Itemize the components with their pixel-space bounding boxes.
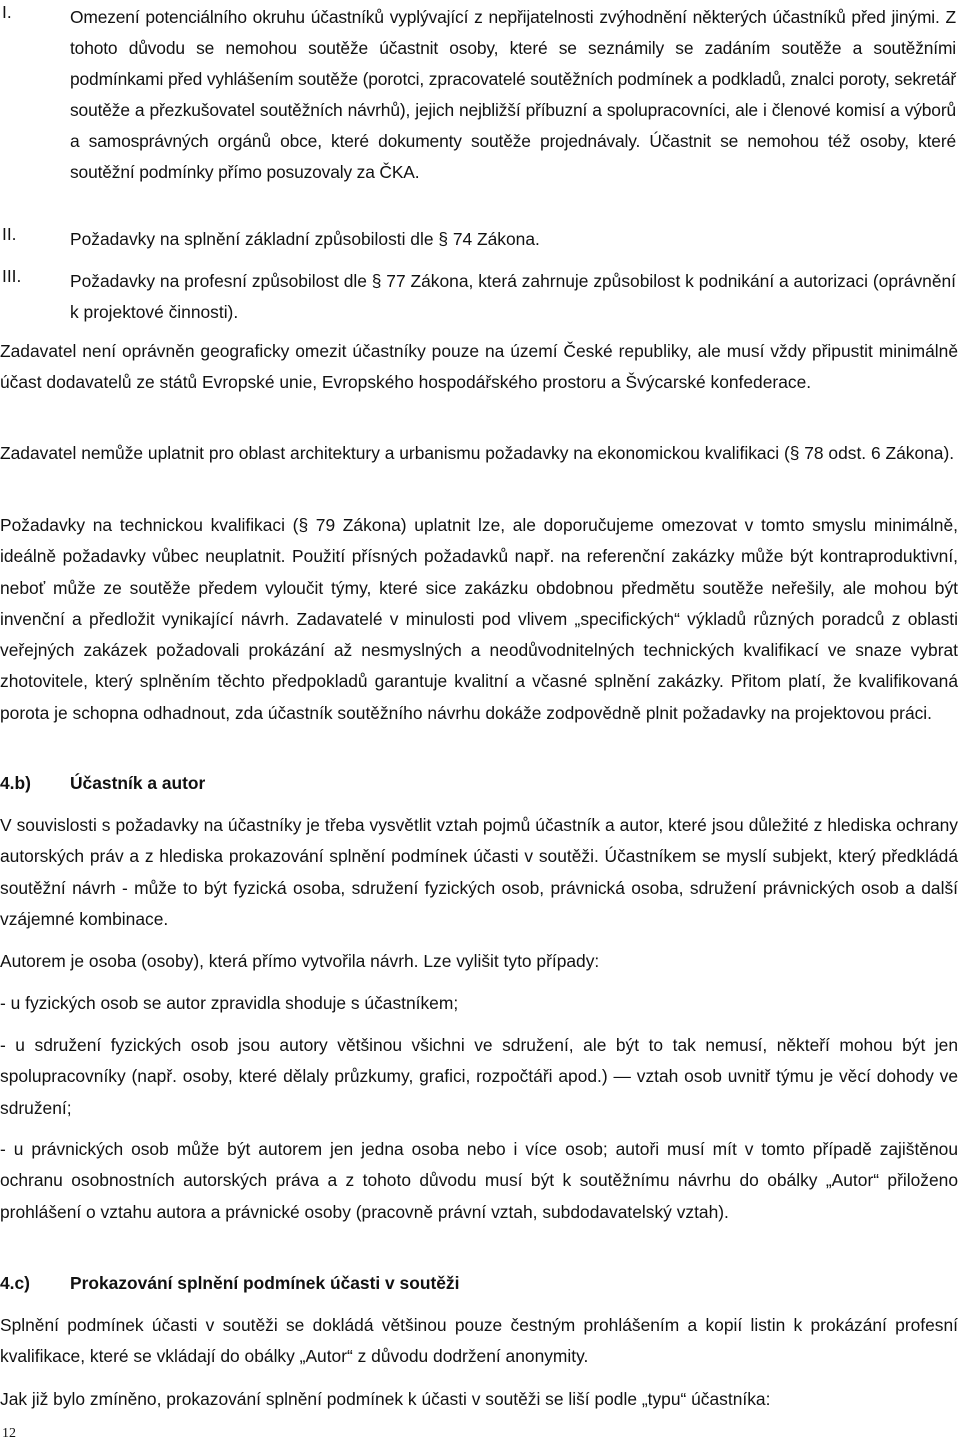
paragraph: Požadavky na technickou kvalifikaci (§ 79 Zákona) uplatnit lze, ale doporučujeme omezovat v tomto smyslu minimálně, ideálně požadavky vůbec neuplatnit. Použití přísných požadavků např. na referenční zakázky může být kontraproduktivní, neboť může ze soutěže předem vyloučit týmy, které sice zakázku obdobnou předmětu soutěže neřešily, ale mohou být invenční a předložit vynikající návrh. Zadavatelé v minulosti pod vlivem „specifických“ výkladů různých poradců z oblasti veřejných zakázek požadovali prokázání až nesmyslných a neodůvodnitelných technických kvalifikací ve snaze vybrat zhotovitele, který splněním těchto předpokladů garantuje kvalitní a včasné splnění zakázky. Přitom platí, že kvalifikovaná porota je schopna odhadnout, zda účastník soutěžního návrhu dokáže zodpovědně plnit požadavky na projektovou práci.: [0, 515, 958, 723]
section-number: 4.b): [0, 773, 31, 793]
paragraph: V souvislosti s požadavky na účastníky je třeba vysvětlit vztah pojmů účastník a autor, které jsou důležité z hlediska ochrany autorských práv a z hlediska prokazování splnění podmínek účasti v soutěži. Účastníkem se myslí subjekt, který předkládá soutěžní návrh - může to být fyzická osoba, sdružení fyzických osob, právnická osoba, sdružení právnických osob a další vzájemné kombinace.: [0, 815, 958, 929]
section-title: Účastník a autor: [70, 773, 206, 793]
paragraph: Zadavatel není oprávněn geograficky omezit účastníky pouze na území České republiky, ale musí vždy připustit minimálně účast dodavatelů ze států Evropské unie, Evropského hospodářského prostoru a Švýcarské konfederace.: [0, 341, 958, 393]
page-number: 12: [2, 1426, 16, 1441]
paragraph: - u sdružení fyzických osob jsou autory většinou všichni ve sdružení, ale být to tak nemusí, někteří mohou být jen spolupracovníky (např. osoby, které dělaly průzkumy, grafici, rozpočtáři apod.) — vztah osob uvnitř týmu je věcí dohody ve sdružení;: [0, 1035, 958, 1118]
paragraph: - u fyzických osob se autor zpravidla shoduje s účastníkem;: [0, 993, 459, 1013]
list-number: I.: [2, 2, 12, 22]
paragraph: Zadavatel nemůže uplatnit pro oblast architektury a urbanismu požadavky na ekonomickou kvalifikaci (§ 78 odst. 6 Zákona).: [0, 443, 955, 463]
list-item-2: [0, 224, 960, 255]
list-text: Omezení potenciálního okruhu účastníků vyplývající z nepřijatelnosti zvýhodnění některých účastníků před jinými. Z tohoto důvodu se nemohou soutěže účastnit osoby, které se seznámily se zadáním soutěže a soutěžními podmínkami před vyhlášením soutěže (porotci, zpracovatelé soutěžních podmínek a podkladů, znalci poroty, sekretář soutěže a přezkušovatel soutěžních návrhů), jejich nejbližší příbuzní a spolupracovníci, ale i členové komisí a výborů a samosprávných orgánů obce, které dokumenty soutěže projednávaly. Účastnit se nemohou též osoby, které soutěžní podmínky přímo posuzovaly za ČKA.: [70, 7, 956, 182]
list-text: Požadavky na splnění základní způsobilosti dle § 74 Zákona.: [70, 229, 540, 249]
paragraph: Autorem je osoba (osoby), která přímo vytvořila návrh. Lze vylišit tyto případy:: [0, 951, 600, 971]
list-number: III.: [2, 266, 22, 286]
paragraph: Splnění podmínek účasti v soutěži se dokládá většinou pouze čestným prohlášením a kopií listin k prokázání profesní kvalifikace, které se vkládají do obálky „Autor“ z důvodu dodržení anonymity.: [0, 1315, 958, 1367]
paragraph: Jak již bylo zmíněno, prokazování splnění podmínek k účasti v soutěži se liší podle „typu“ účastníka:: [0, 1389, 771, 1409]
paragraph: - u právnických osob může být autorem jen jedna osoba nebo i více osob; autoři musí mít v tomto případě zajištěnou ochranu osobnostních autorských práva a z tohoto důvodu musí být k soutěžnímu návrhu do obálky „Autor“ přiloženo prohlášení o vztahu autora a právnické osoby (pracovně právní vztah, subdodavatelský vztah).: [0, 1139, 958, 1222]
section-title: Prokazování splnění podmínek účasti v soutěži: [70, 1273, 460, 1293]
list-number: II.: [2, 224, 17, 244]
list-item-3: [0, 266, 960, 328]
section-number: 4.c): [0, 1273, 30, 1293]
list-text: Požadavky na profesní způsobilost dle § 77 Zákona, která zahrnuje způsobilost k podnikání a autorizaci (oprávnění k projektové činnosti).: [70, 271, 956, 322]
list-item-1: [0, 2, 960, 188]
